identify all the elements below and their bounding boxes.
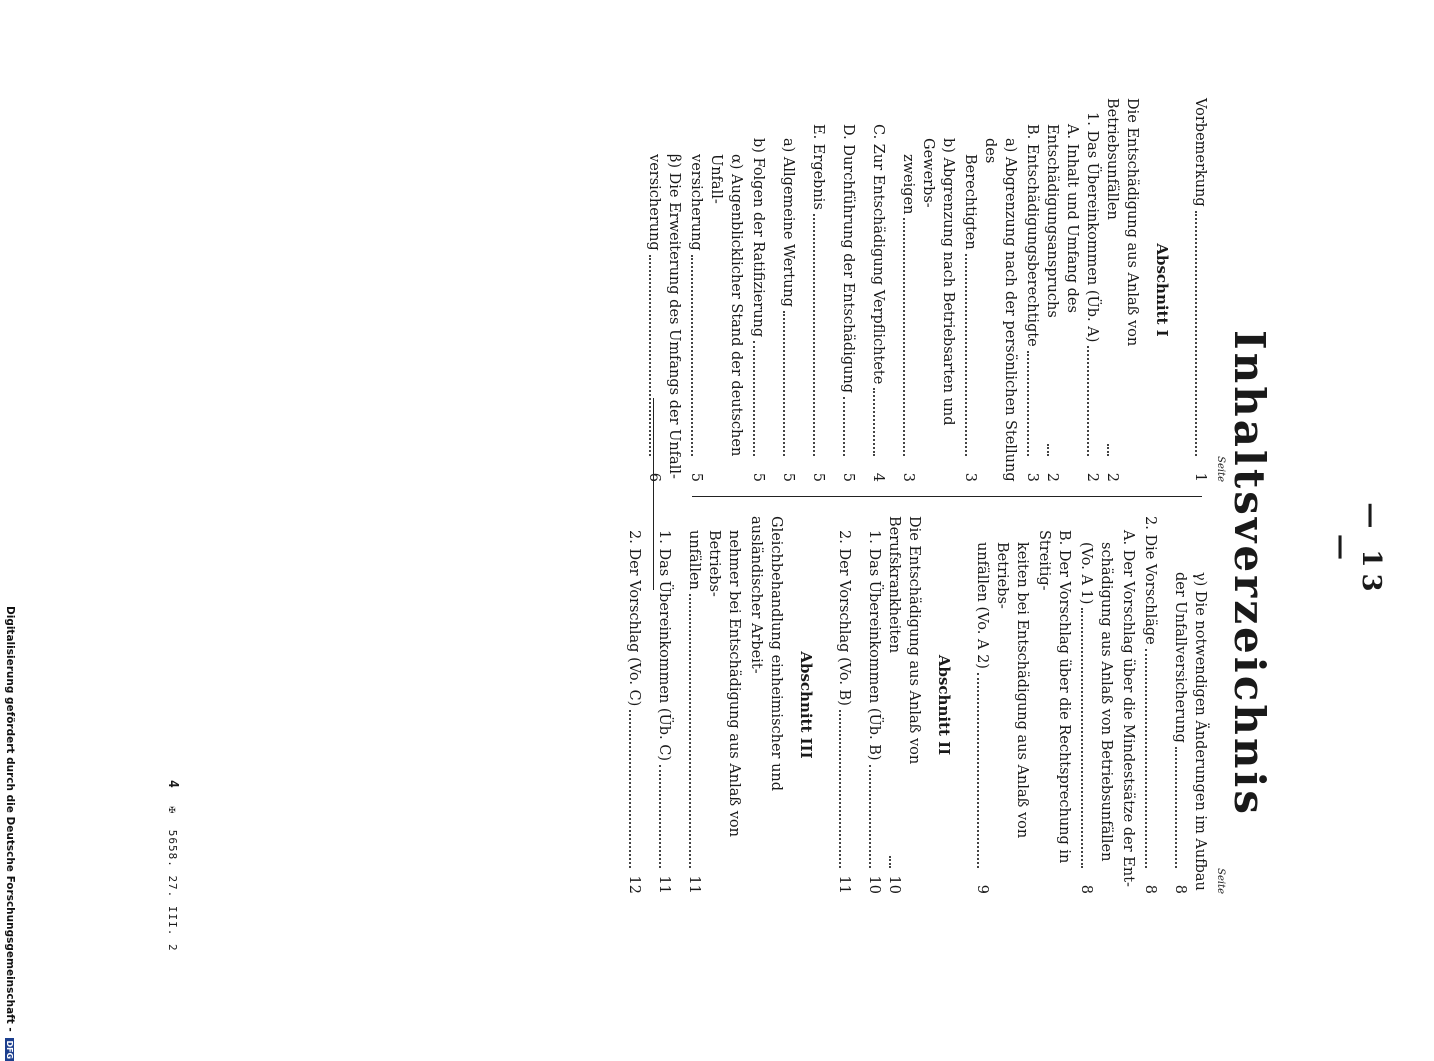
dot-leader [753,341,755,456]
toc-left-column [644,98,1226,482]
toc-entry-page: 2 [1084,472,1100,482]
dot-leader [813,214,815,456]
dot-leader [1107,444,1109,456]
toc-entry-line: a) Abgrenzung nach der persönlichen Stellung des [982,138,1018,482]
dot-leader [783,311,785,456]
dot-leader [659,765,661,868]
toc-entry-line: schädigung aus Anlaß von Betriebsunfällen [1098,542,1114,862]
dfg-logo-icon: DFG [5,1040,14,1060]
toc-entry [644,98,664,482]
dot-leader [1047,444,1049,456]
toc-entry [808,98,828,482]
toc-entry-text: versicherung [688,154,704,251]
dot-leader [903,218,905,456]
toc-entry-text: D. Durchführung der Entschädigung [840,124,856,394]
toc-entry [1022,98,1042,482]
toc-entry-page: 8 [1142,884,1158,894]
toc-entry-line: keiten bei Entschädigung aus Anlaß von Betriebs- [994,542,1030,839]
toc-entry [864,516,884,894]
printer-mark-code: 5658. 27. III. 2 [166,829,179,952]
seite-label: Seite [1215,868,1226,894]
dot-leader [691,255,693,456]
toc-entry-page: 5 [840,472,856,482]
toc-entry [686,98,706,482]
toc-entry-line: β) Die Erweiterung des Umfangs der Unfall- [666,154,682,479]
toc-entry-page: 5 [810,472,826,482]
toc-entry-page: 5 [750,472,766,482]
toc-entry-text: 2. Die Vorschläge [1142,516,1158,645]
dot-leader [1087,346,1089,456]
toc-entry-line: γ) Die notwendigen Änderungen im Aufbau [1192,572,1208,891]
dot-leader [869,765,871,868]
toc-entry-page: 5 [688,472,704,482]
dot-leader [1175,747,1177,868]
toc-entry-page: 11 [656,875,672,894]
toc-entry-page: 6 [646,472,662,482]
toc-entry-page: 8 [1172,884,1188,894]
toc-entry-page: 12 [626,875,642,894]
toc-entry-line: b) Abgrenzung nach Betriebsarten und Gewerbs- [920,138,956,426]
section-heading: Abschnitt III [797,651,815,759]
toc-entry [1082,98,1102,482]
toc-entry [748,98,768,482]
dot-leader [629,710,631,868]
toc-entry-text: (Vo. A 1) [1078,542,1094,605]
section-heading: Abschnitt I [1153,243,1171,337]
dot-leader [977,673,979,868]
toc-entry-page: 3 [962,472,978,482]
toc-entry-text: Berechtigten [962,154,978,250]
toc-entry-text: zweigen [900,154,916,215]
toc-entry-text: 1. Das Übereinkommen (Üb. B) [866,530,882,761]
cross-icon: ✠ [166,806,179,815]
toc-entry [972,516,992,894]
toc-entry-page: 8 [1078,884,1094,894]
toc-entry [960,98,980,482]
toc-entry-line: B. Der Vorschlag über die Rechtsprechung in Streitig- [1036,530,1072,864]
toc-entry [1042,98,1082,482]
page-title: Inhaltsverzeichnis [1225,330,1274,817]
dot-leader [889,856,891,868]
dot-leader [1195,211,1197,456]
toc-entry-page: 11 [836,875,852,894]
horizontal-rule [653,398,654,590]
toc-entry-text: E. Ergebnis [810,124,826,210]
toc-entry-line: Gleichbehandlung einheimischer und ausländischer Arbeit- [748,516,784,792]
toc-entry-page: 10 [886,875,902,894]
toc-entry-text: a) Allgemeine Wertung [780,138,796,308]
toc-entry-text: A. Inhalt und Umfang des Entschädigungsanspruchs [1044,124,1080,318]
toc-entry-text: Die Entschädigung aus Anlaß von Betriebsunfällen [1104,98,1140,347]
dot-leader [1081,608,1083,868]
dot-leader [839,710,841,868]
toc-entry [684,516,704,894]
toc-entry-text: 1. Das Übereinkommen (Üb. C) [656,530,672,762]
toc-entry-text: 1. Das Übereinkommen (Üb. A) [1084,112,1100,343]
toc-entry-line: A. Der Vorschlag über die Mindestsätze der Ent- [1120,530,1136,887]
page-number: — 13 — [1326,502,1386,598]
toc-entry-page: 5 [780,472,796,482]
seite-label: Seite [1215,456,1226,482]
toc-entry-page: 4 [870,472,886,482]
toc-entry-page: 3 [1024,472,1040,482]
dot-leader [1145,649,1147,868]
toc-entry-page: 2 [1104,472,1120,482]
dot-leader [965,254,967,456]
toc-entry [778,98,798,482]
toc-entry-line: nehmer bei Entschädigung aus Anlaß von Betriebs- [706,530,742,837]
dot-leader [689,594,691,868]
toc-entry-text: B. Entschädigungsberechtigte [1024,124,1040,347]
toc-entry-text: b) Folgen der Ratifizierung [750,138,766,338]
dot-leader [843,397,845,456]
digitization-note [4,606,16,1061]
toc-right-column [624,516,1226,894]
toc-entry [1170,516,1190,894]
toc-entry-line: α) Augenblicklicher Stand der deutschen Unfall- [708,154,744,457]
toc-entry [834,516,854,894]
printer-mark [165,780,180,952]
toc-entry [838,98,858,482]
toc-entry [1076,516,1096,894]
dot-leader [1027,351,1029,456]
toc-entry-text: der Unfallversicherung [1172,572,1188,743]
toc-entry-page: 11 [686,875,702,894]
dot-leader [649,255,651,456]
toc-entry-text: unfällen (Vo. A 2) [974,542,990,669]
column-divider [692,496,1202,497]
toc-entry [1140,516,1160,894]
toc-entry-text: versicherung [646,154,662,251]
toc-entry-text: 2. Der Vorschlag (Vo. C) [626,530,642,707]
toc-entry [654,516,674,894]
toc-entry-page: 1 [1192,472,1208,482]
toc-entry-page: 10 [866,875,882,894]
toc-entry [868,98,888,482]
toc-entry-text: C. Zur Entschädigung Verpflichtete [870,124,886,385]
toc-entry-text: 2. Der Vorschlag (Vo. B) [836,530,852,706]
toc-entry-page: 9 [974,884,990,894]
toc-entry [1190,98,1210,482]
toc-entry [898,98,918,482]
toc-entry-page: 2 [1044,472,1060,482]
toc-entry-text: Vorbemerkung [1192,98,1208,207]
toc-entry [624,516,644,894]
dot-leader [873,388,875,456]
toc-entry [884,516,924,894]
digitization-note-text: Digitalisierung gefördert durch die Deutsche Forschungsgemeinschaft - [4,606,16,1032]
printer-mark-number: 4 [165,780,180,789]
toc-entry-page: 3 [900,472,916,482]
toc-entry-text: unfällen [686,530,702,590]
toc-entry-text: Die Entschädigung aus Anlaß von Berufskrankheiten [886,516,922,765]
section-heading: Abschnitt II [935,654,953,756]
toc-entry [1102,98,1142,482]
